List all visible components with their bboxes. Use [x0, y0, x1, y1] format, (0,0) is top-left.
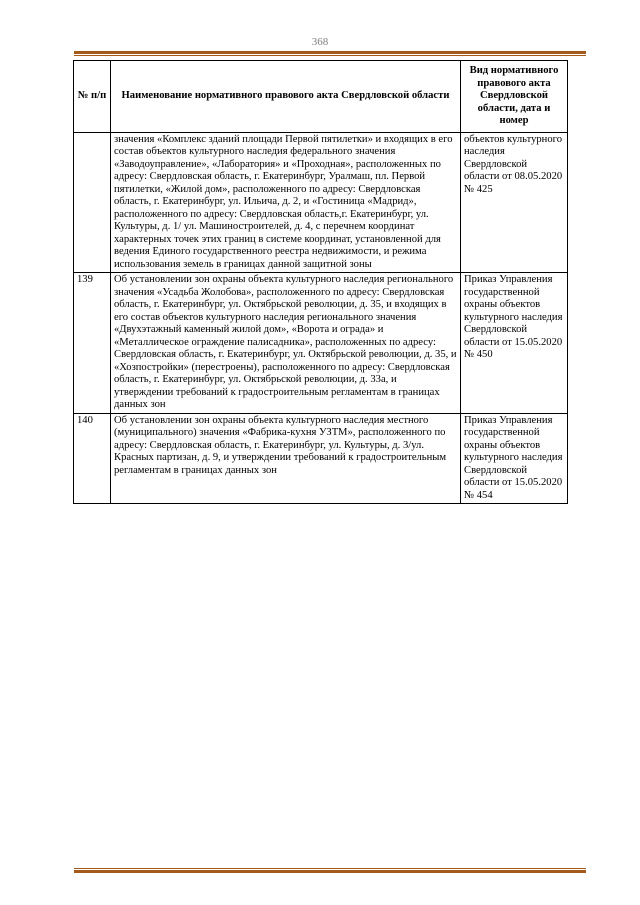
- row-number: 139: [74, 273, 111, 414]
- table-row: [74, 132, 568, 273]
- footer-rule: [74, 868, 586, 873]
- act-kind-cell: Приказ Управления государственной охраны объектов культурного наследия Свердловской области от 15.05.2020 № 450: [461, 273, 568, 414]
- column-header-act-name: Наименование нормативного правового акта Свердловской области: [111, 61, 461, 133]
- table-header-row: [74, 61, 568, 133]
- row-number: [74, 132, 111, 273]
- act-name-cell: Об установлении зон охраны объекта культурного наследия регионального значения «Усадьба Жолобова», расположенного по адресу: Свердловская область, г. Екатеринбург, ул. Октябрьской революции, д. 35, и входящих в его состав объектов культурного наследия регионального значения «Двухэтажный каменный жилой дом», «Ворота и ограда» и «Металлическое ограждение палисадника», расположенных по адресу: Свердловская область, г. Екатеринбург, ул. Октябрьской революции, д. 35, и «Хозпостройки» (перестроены), расположенного по адресу: Свердловская область, г. Екатеринбург, ул. Октябрьской революции, д. 33а, и утверждении требований к градостроительным регламентам в границах данных зон: [111, 273, 461, 414]
- act-kind-cell: Приказ Управления государственной охраны объектов культурного наследия Свердловской области от 15.05.2020 № 454: [461, 413, 568, 504]
- act-kind-cell: объектов культурного наследия Свердловской области от 08.05.2020 № 425: [461, 132, 568, 273]
- table-row: [74, 413, 568, 504]
- act-name-cell: Об установлении зон охраны объекта культурного наследия местного (муниципального) значения «Фабрика-кухня УЗТМ», расположенного по адресу: Свердловская область, г. Екатеринбург, ул. Культуры, д. 3/ул. Красных партизан, д. 9, и утверждении требований к градостроительным регламентам в границах данных зон: [111, 413, 461, 504]
- act-name-cell: значения «Комплекс зданий площади Первой пятилетки» и входящих в его состав объектов культурного наследия федерального значения «Заводоуправление», «Лаборатория» и «Проходная», расположенных по адресу: Свердловская область, г. Екатеринбург, Уралмаш, пл. Первой пятилетки, «Жилой дом», расположенного по адресу: Свердловская область, г. Екатеринбург, ул. Ильича, д. 2, и «Гостиница «Мадрид», расположенного по адресу: Свердловская область,г. Екатеринбург, ул. Культуры, д. 1/ ул. Машиностроителей, д. 4, с перечнем координат характерных точек этих границ в системе координат, установленной для ведения Единого государственного реестра недвижимости, и режима использования земель в границах данной защитной зоны: [111, 132, 461, 273]
- row-number: 140: [74, 413, 111, 504]
- table-row: [74, 273, 568, 414]
- header-rule: [74, 51, 586, 56]
- legal-acts-table: [73, 60, 568, 504]
- column-header-number: № п/п: [74, 61, 111, 133]
- page-number: 368: [311, 36, 329, 48]
- column-header-act-kind: Вид нормативного правового акта Свердловской области, дата и номер: [461, 61, 568, 133]
